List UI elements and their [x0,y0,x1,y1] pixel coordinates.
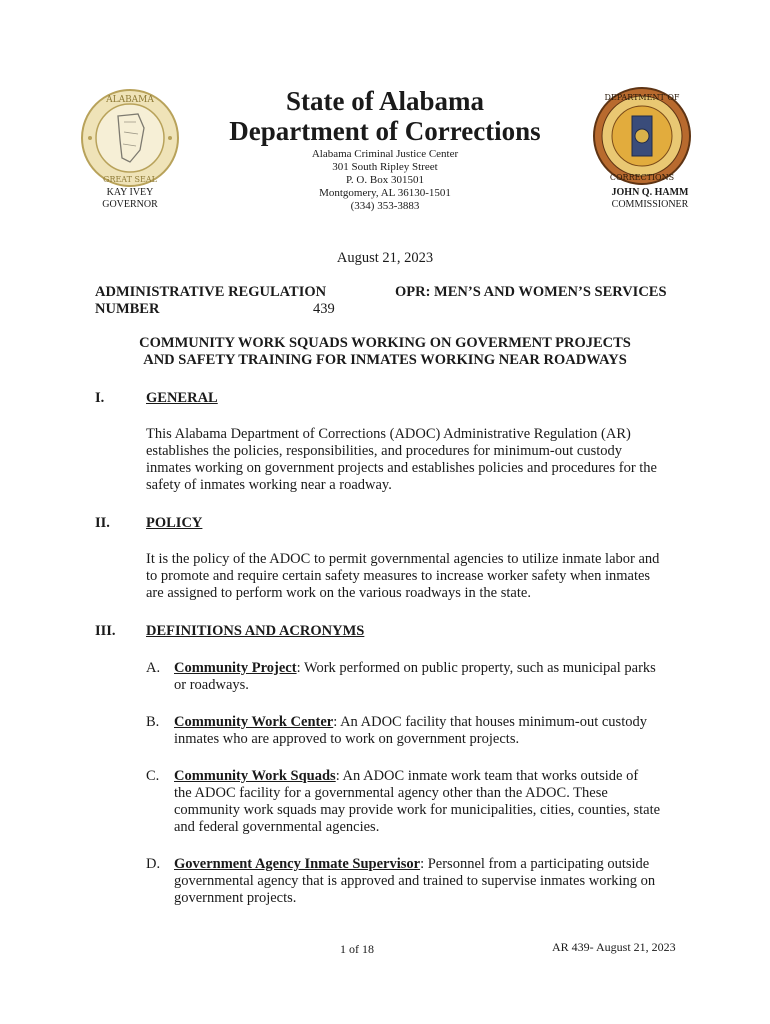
definition-b-term: Community Work Center [174,714,334,730]
footer-reference: AR 439- August 21, 2023 [552,940,676,954]
svg-text:DEPARTMENT OF: DEPARTMENT OF [604,93,680,102]
definition-c-line2: the ADOC facility for a governmental agency other than the ADOC. These [174,785,608,801]
definition-b-line1 [174,714,647,731]
definition-d-term: Government Agency Inmate Supervisor [174,856,421,872]
section-1-line-2: establishes the policies, responsibilities, and procedures for minimum-out custody [146,443,622,459]
section-1-line-3: inmates working on government projects and establishes policies and procedures for the [146,460,657,476]
commissioner-title: COMMISSIONER [611,199,689,210]
definition-a-letter: A. [146,660,161,676]
definition-a-text: : Work performed on public property, such as municipal parks [296,660,656,676]
definition-b-text: : An ADOC facility that houses minimum-out custody [333,714,647,730]
section-2-heading: POLICY [146,515,203,531]
address-line-3: P. O. Box 301501 [346,174,424,186]
definition-c-letter: C. [146,768,160,784]
definition-b-letter: B. [146,714,160,730]
header-title-line2: Department of Corrections [229,116,541,146]
doc-title-line2: AND SAFETY TRAINING FOR INMATES WORKING NEAR ROADWAYS [143,352,627,368]
header-title-line1: State of Alabama [286,86,484,116]
section-1-line-4: safety of inmates working near a roadway. [146,477,392,493]
definition-c-term: Community Work Squads [174,768,336,784]
definition-c-line3: community work squads may provide work for municipalities, cities, counties, state [174,802,661,818]
opr-label: OPR: MEN’S AND WOMEN’S SERVICES [395,284,667,300]
definition-d-text: : Personnel from a participating outside [420,856,650,872]
definition-b-line2: inmates who are approved to work on government projects. [174,731,520,747]
section-3-number: III. [95,623,116,639]
definition-a-term: Community Project [174,660,297,676]
definition-d-letter: D. [146,856,161,872]
page-number: 1 of 18 [340,942,374,956]
definition-a-line2: or roadways. [174,677,249,693]
definition-c-text: : An ADOC inmate work team that works outside of [335,768,639,784]
governor-title: GOVERNOR [102,199,158,210]
definition-d-line3: government projects. [174,890,297,906]
address-line-2: 301 South Ripley Street [332,161,438,173]
svg-text:ALABAMA: ALABAMA [106,95,154,105]
doc-title-line1: COMMUNITY WORK SQUADS WORKING ON GOVERMENT PROJECTS [139,335,631,351]
regulation-label-line2: NUMBER [95,301,160,317]
svg-text:GREAT SEAL: GREAT SEAL [103,175,157,184]
section-1-heading: GENERAL [146,390,218,406]
definition-d-line2: governmental agency that is approved and trained to supervise inmates working on [174,873,656,889]
regulation-label-line1: ADMINISTRATIVE REGULATION [95,284,327,300]
regulation-number: 439 [313,301,335,317]
section-2-line-3: are assigned to perform work on the various roadways in the state. [146,585,531,601]
document-date: August 21, 2023 [336,250,434,266]
section-1-number: I. [95,390,105,406]
section-2-line-1: It is the policy of the ADOC to permit governmental agencies to utilize inmate labor and [146,551,660,567]
address-line-4: Montgomery, AL 36130-1501 [319,187,451,199]
commissioner-name: JOHN Q. HAMM [611,187,689,198]
address-line-1: Alabama Criminal Justice Center [311,148,459,160]
section-2-number: II. [95,515,110,531]
definition-d-line1 [174,856,649,873]
definition-c-line4: and federal governmental agencies. [174,819,380,835]
section-3-heading: DEFINITIONS AND ACRONYMS [146,623,365,639]
section-1-line-1: This Alabama Department of Corrections (ADOC) Administrative Regulation (AR) [146,426,631,442]
section-2-line-2: to promote and require certain safety measures to increase worker safety when inmates [146,568,651,584]
governor-name: KAY IVEY [106,187,154,198]
address-line-5: (334) 353-3883 [350,200,420,212]
definition-a-line1 [174,660,656,677]
svg-text:CORRECTIONS: CORRECTIONS [609,173,675,182]
definition-c-line1 [174,768,638,785]
